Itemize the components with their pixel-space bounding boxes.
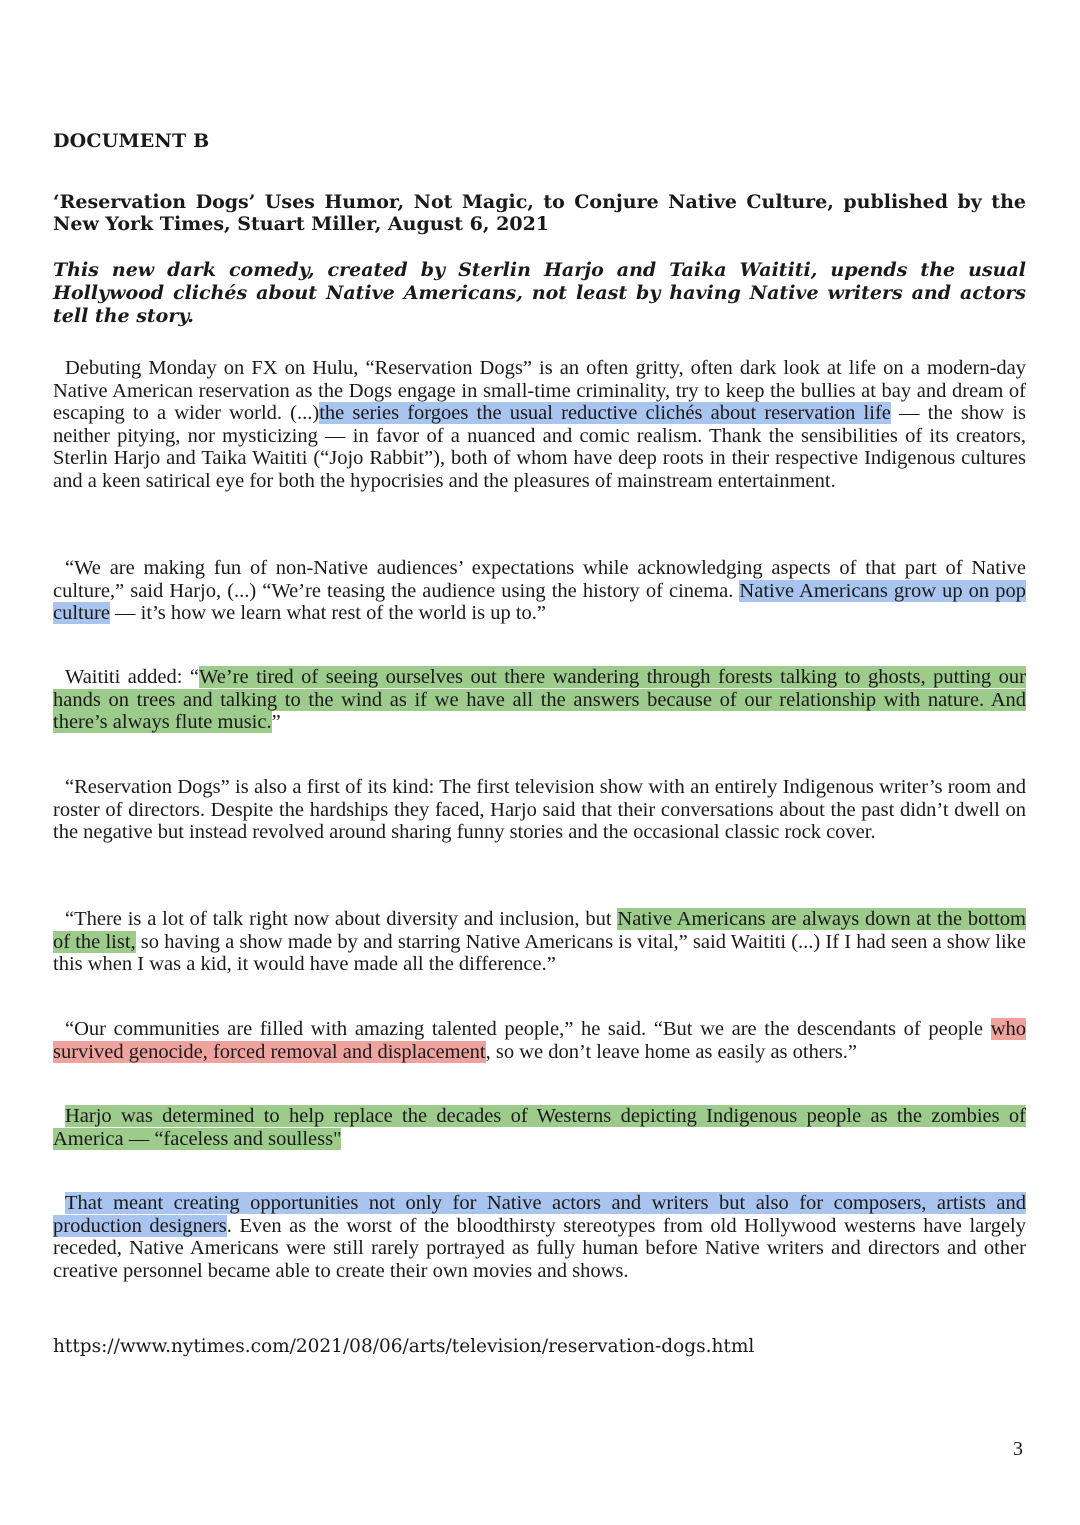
paragraph-2-text: “We are making fun of non-Native audiences’ expectations while acknowledging aspects of that part of Native culture,” said Harjo, (...) “We’re teasing the audience using the history of cinema. bbox=[53, 557, 1026, 602]
paragraph-6 bbox=[53, 1018, 1026, 1063]
paragraph-2 bbox=[53, 557, 1026, 625]
paragraph-8 bbox=[53, 1192, 1026, 1282]
paragraph-5-highlight: Native Americans are always down at the bottom of the list, bbox=[53, 908, 1027, 953]
paragraph-5-text-end: so having a show made by and starring Native Americans is vital,” said Waititi (...) If I had seen a show like this when I was a kid, it would have made all the difference.” bbox=[53, 930, 1026, 976]
paragraph-5 bbox=[53, 908, 1026, 976]
paragraph-6-text-end: , so we don’t leave home as easily as others.” bbox=[485, 1040, 857, 1063]
paragraph-3-highlight: We’re tired of seeing ourselves out there wandering through forests talking to ghosts, putting our hands on trees and talking to the wind as if we have all the answers because of our relationship with nature. And there’s always flute music. bbox=[53, 666, 1026, 734]
paragraph-2-text-end: — it’s how we learn what rest of the world is up to.” bbox=[109, 602, 547, 625]
page-number: 3 bbox=[1013, 1438, 1023, 1460]
paragraph-3 bbox=[53, 666, 1026, 734]
paragraph-6-highlight: who survived genocide, forced removal and displacement bbox=[53, 1018, 1026, 1063]
paragraph-3-text: Waititi added: “ bbox=[65, 666, 200, 688]
paragraph-6-text: “Our communities are filled with amazing talented people,” he said. “But we are the descendants of people bbox=[65, 1018, 991, 1040]
paragraph-1-text-end: — the show is neither pitying, nor mysticizing — in favor of a nuanced and comic realism. Thank the sensibilities of its creators, Sterlin Harjo and Taika Waititi (“Jojo Rabbit”), both of whom have deep roots in their respective Indigenous cultures and a keen satirical eye for both the hypocrisies and the pleasures of mainstream entertainment. bbox=[53, 402, 1026, 492]
paragraph-2-highlight: Native Americans grow up on pop culture bbox=[53, 579, 1026, 625]
paragraph-1-text: Debuting Monday on FX on Hulu, “Reservation Dogs” is an often gritty, often dark look at life on a modern-day Native American reservation as the Dogs engage in small-time criminality, try to keep the bullies at bay and dream of escaping to a wider world. (...) bbox=[53, 357, 1026, 425]
paragraph-3-text-end: ” bbox=[271, 711, 281, 734]
paragraph-7 bbox=[53, 1105, 1026, 1150]
paragraph-7-highlight: Harjo was determined to help replace the decades of Westerns depicting Indigenous people as the zombies of America — “faceless and soulless" bbox=[53, 1105, 1026, 1150]
paragraph-1-highlight: the series forgoes the usual reductive clichés about reservation life bbox=[319, 402, 891, 425]
paragraph-4: “Reservation Dogs” is also a first of its kind: The first television show with an entirely Indigenous writer’s room and roster of directors. Despite the hardships they faced, Harjo said that their conversations about the past didn’t dwell on the negative but instead revolved around sharing funny stories and the occasional classic rock cover. bbox=[53, 776, 1026, 844]
source-url: https://www.nytimes.com/2021/08/06/arts/television/reservation-dogs.html bbox=[53, 1336, 755, 1357]
article-title: ‘Reservation Dogs’ Uses Humor, Not Magic, to Conjure Native Culture, published by the New York Times, Stuart Miller, August 6, 2021 bbox=[53, 191, 1026, 235]
document-label: DOCUMENT B bbox=[53, 130, 210, 152]
paragraph-8-text-end: . Even as the worst of the bloodthirsty stereotypes from old Hollywood westerns have largely receded, Native Americans were still rarely portrayed as fully human before Native writers and directors and other creative personnel became able to create their own movies and shows. bbox=[53, 1214, 1026, 1282]
paragraph-5-text: “There is a lot of talk right now about diversity and inclusion, but bbox=[65, 908, 618, 930]
paragraph-1 bbox=[53, 357, 1026, 493]
paragraph-8-highlight: That meant creating opportunities not only for Native actors and writers but also for composers, artists and production designers bbox=[53, 1192, 1026, 1237]
article-subtitle: This new dark comedy, created by Sterlin Harjo and Taika Waititi, upends the usual Hollywood clichés about Native Americans, not least by having Native writers and actors tell the story. bbox=[53, 259, 1026, 327]
